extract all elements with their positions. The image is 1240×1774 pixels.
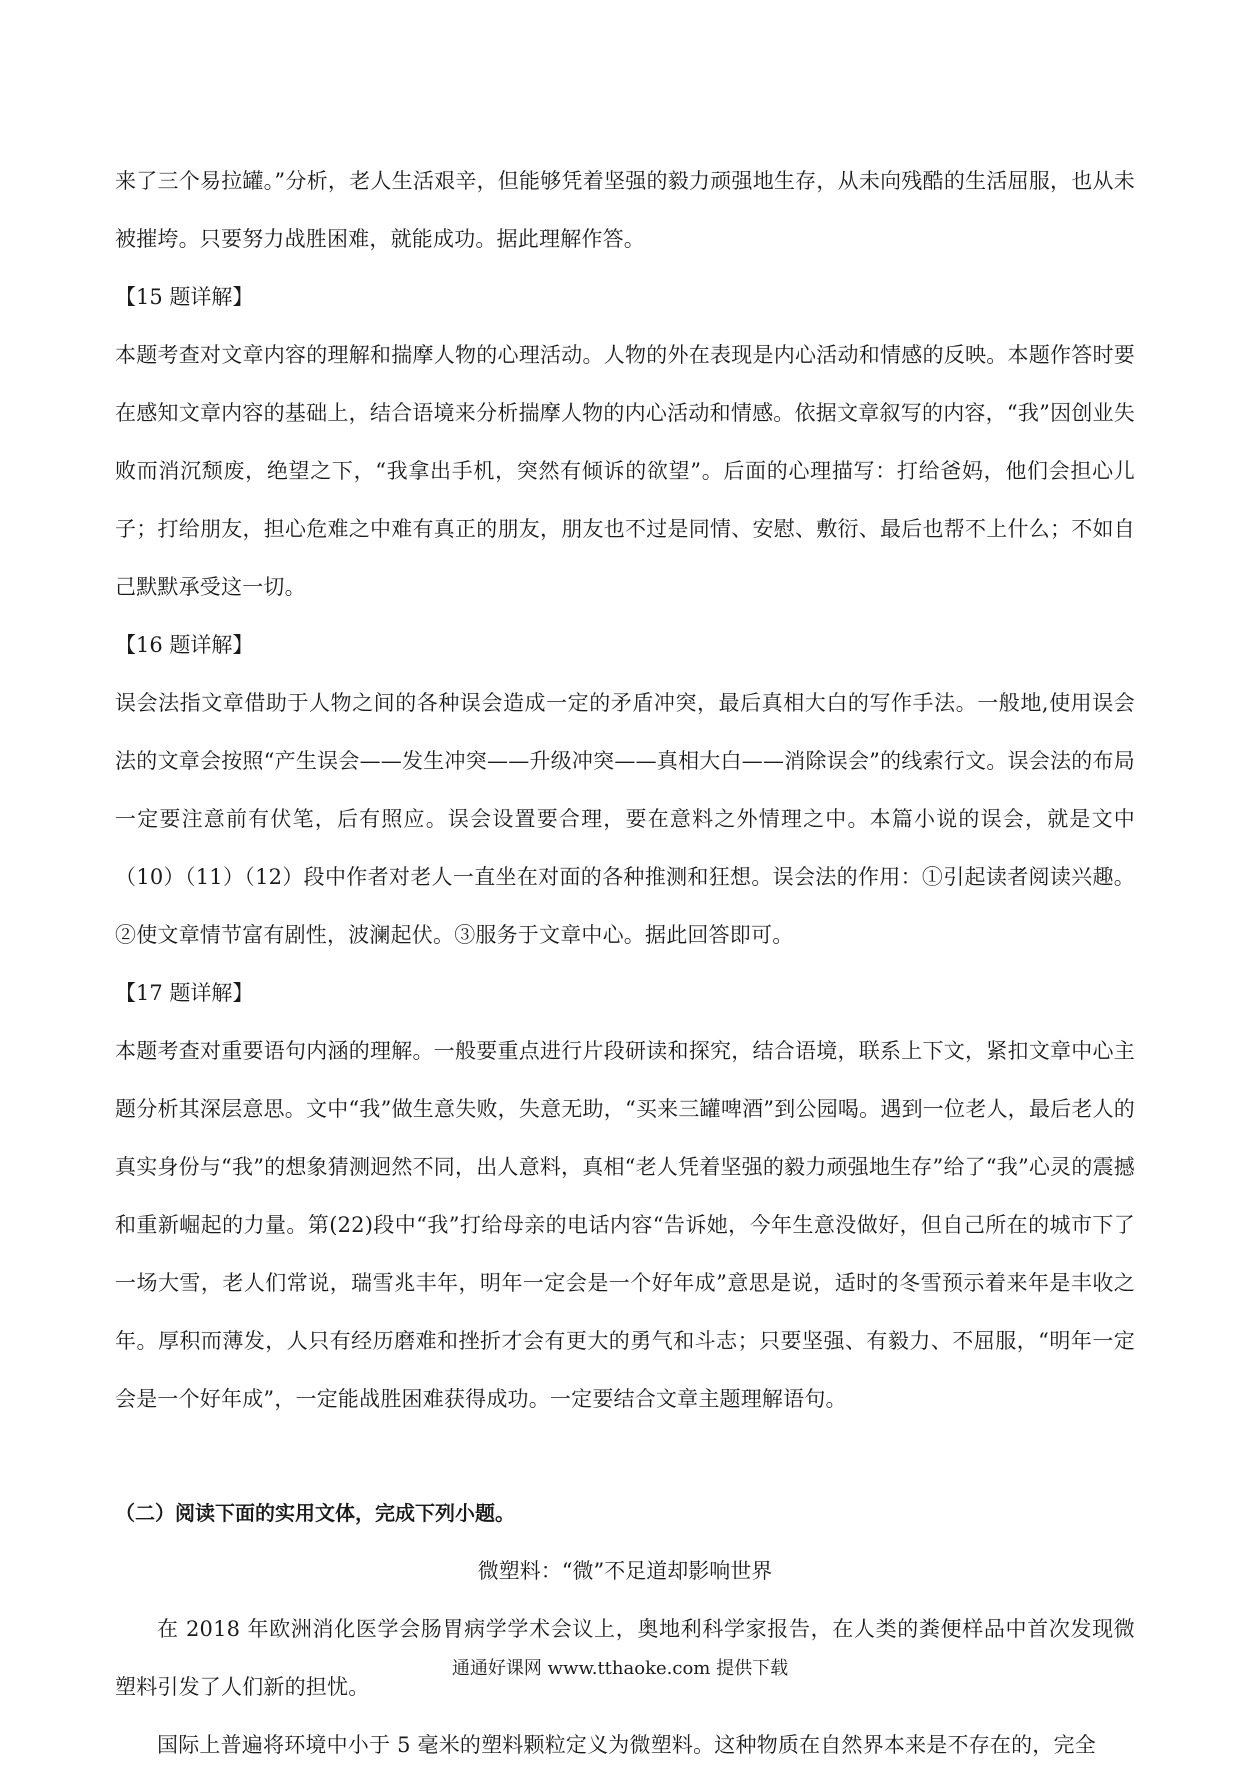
question-17-heading: 【17 题详解】 — [115, 981, 254, 1005]
section-2-heading: （二）阅读下面的实用文体，完成下列小题。 — [115, 1501, 515, 1525]
question-17-explanation: 本题考查对重要语句内涵的理解。一般要重点进行片段研读和探究，结合语境，联系上下文，紧扣文章中心主题分析其深层意思。文中“我”做生意失败，失意无助，“买来三罐啤酒”到公园喝。遇到一位老人，最后老人的真实身份与“我”的想象猜测迥然不同，出人意料，真相“老人凭着坚强的毅力顽强地生存”给了“我”心灵的震撼和重新崛起的力量。第(22)段中“我”打给母亲的电话内容“告诉她，今年生意没做好，但自己所在的城市下了一场大雪，老人们常说，瑞雪兆丰年，明年一定会是一个好年成”意思是说，适时的冬雪预示着来年是丰收之年。厚积而薄发，人只有经历磨难和挫折才会有更大的勇气和斗志；只要坚强、有毅力、不屈服，“明年一定会是一个好年成”，一定能战胜困难获得成功。一定要结合文章主题理解语句。 — [115, 1039, 1135, 1411]
document-body — [115, 152, 1135, 1774]
question-15-explanation: 本题考查对文章内容的理解和揣摩人物的心理活动。人物的外在表现是内心活动和情感的反映。本题作答时要在感知文章内容的基础上，结合语境来分析揣摩人物的内心活动和情感。依据文章叙写的内容，“我”因创业失败而消沉颓废，绝望之下，“我拿出手机，突然有倾诉的欲望”。后面的心理描写：打给爸妈，他们会担心儿子；打给朋友，担心危难之中难有真正的朋友，朋友也不过是同情、安慰、敷衍、最后也帮不上什么；不如自己默默承受这一切。 — [115, 343, 1135, 599]
question-16-heading: 【16 题详解】 — [115, 633, 254, 657]
article-title: 微塑料：“微”不足道却影响世界 — [477, 1559, 773, 1583]
question-15-heading: 【15 题详解】 — [115, 285, 254, 309]
intro-paragraph: 来了三个易拉罐。”分析，老人生活艰辛，但能够凭着坚强的毅力顽强地生存，从未向残酷的生活屈服，也从未被摧垮。只要努力战胜困难，就能成功。据此理解作答。 — [115, 169, 1135, 251]
article-paragraph-1: 在 2018 年欧洲消化医学会肠胃病学学术会议上，奥地利科学家报告，在人类的粪便样品中首次发现微塑料引发了人们新的担忧。 — [115, 1617, 1135, 1699]
question-16-explanation: 误会法指文章借助于人物之间的各种误会造成一定的矛盾冲突，最后真相大白的写作手法。一般地,使用误会法的文章会按照“产生误会——发生冲突——升级冲突——真相大白——消除误会”的线索行文。误会法的布局一定要注意前有伏笔，后有照应。误会设置要合理，要在意料之外情理之中。本篇小说的误会，就是文中（10）（11）（12）段中作者对老人一直坐在对面的各种推测和狂想。误会法的作用：①引起读者阅读兴趣。②使文章情节富有剧性，波澜起伏。③服务于文章中心。据此回答即可。 — [115, 691, 1135, 947]
footer-text: 通通好课网 www.tthaoke.com 提供下载 — [451, 1658, 789, 1679]
article-paragraph-2: 国际上普遍将环境中小于 5 毫米的塑料颗粒定义为微塑料。这种物质在自然界本来是不存在的，完全 — [157, 1733, 1096, 1757]
